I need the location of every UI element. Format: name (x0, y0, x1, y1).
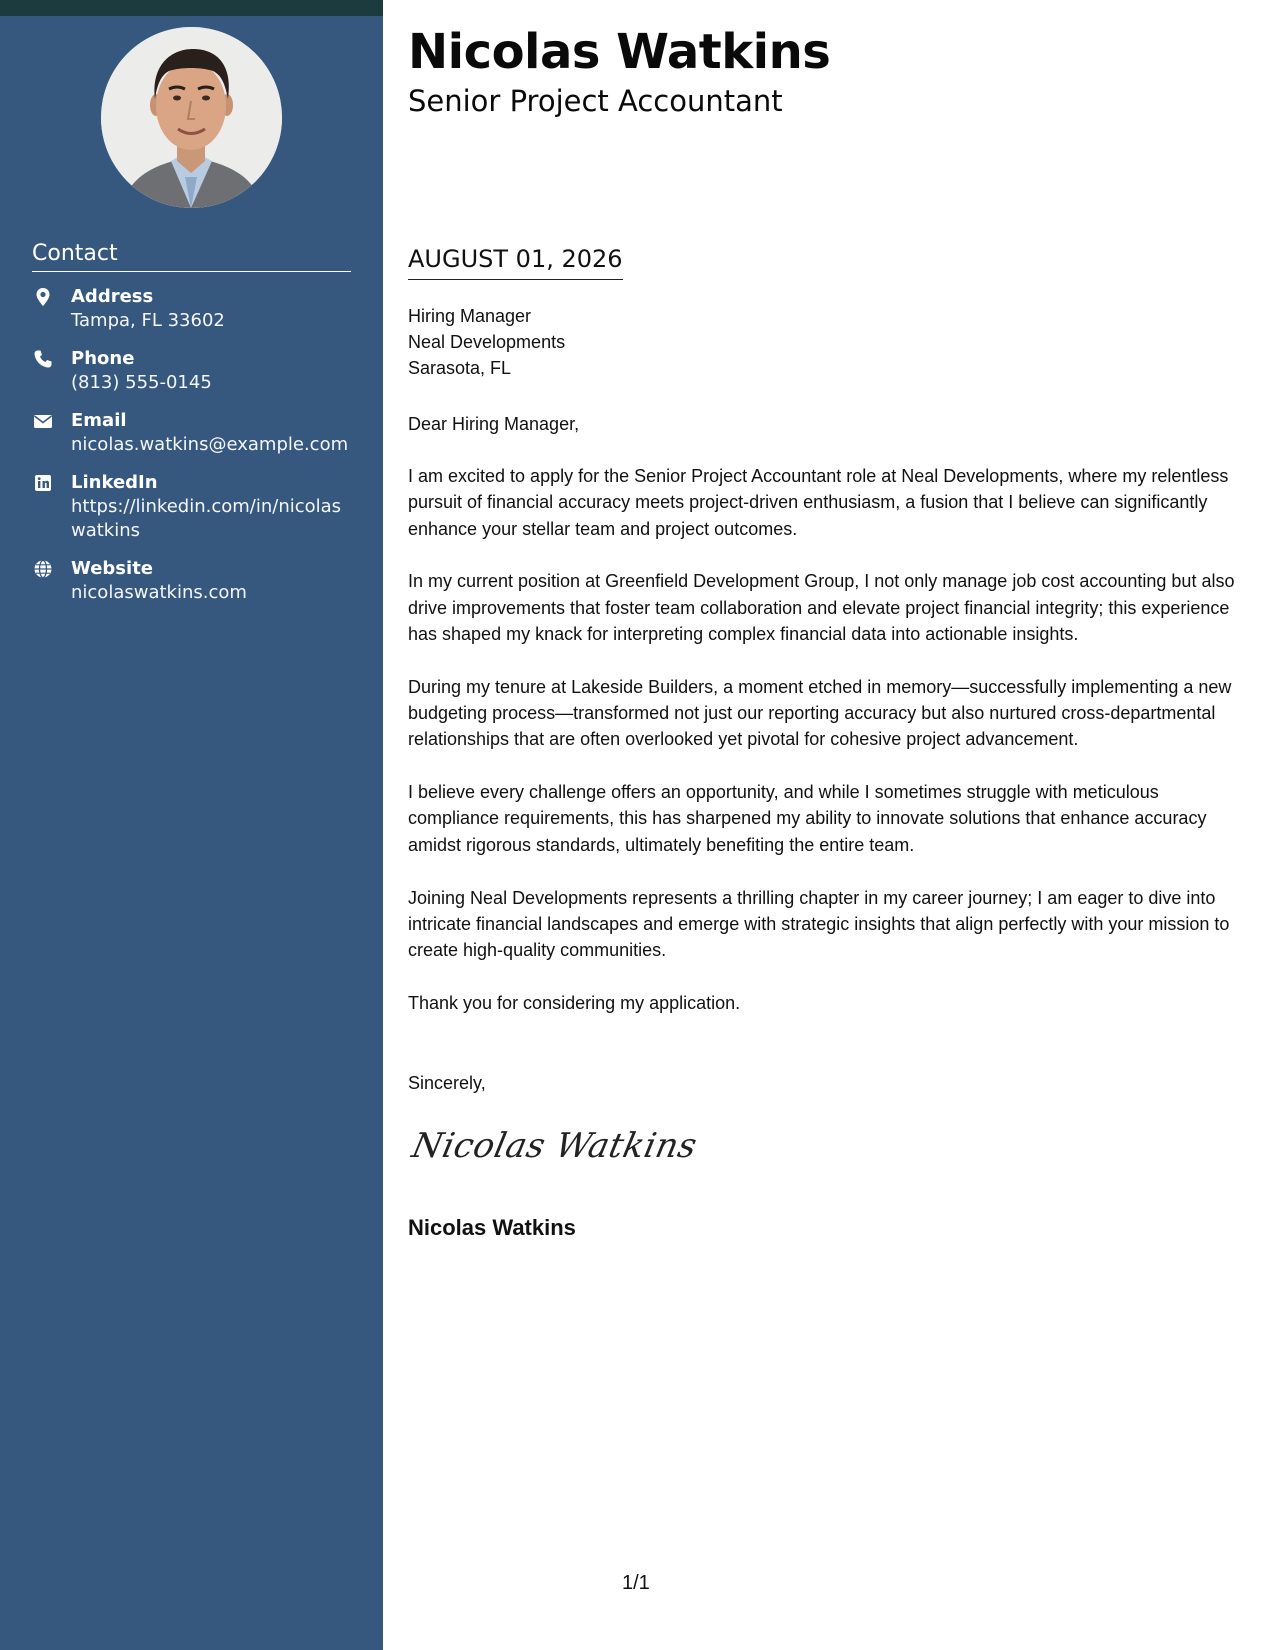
recipient-block (408, 303, 565, 381)
contact-label: Phone (71, 348, 135, 369)
map-pin-icon (33, 287, 53, 307)
job-title: Senior Project Accountant (408, 84, 783, 118)
contact-item-phone (32, 347, 352, 395)
envelope-icon (33, 411, 53, 431)
recipient-line: Sarasota, FL (408, 358, 512, 378)
contact-label: Address (71, 286, 154, 307)
contact-item-email (32, 409, 352, 457)
letter-paragraph: I am excited to apply for the Senior Project Accountant role at Neal Developments, where my relentless pursuit of financial accuracy meets project-driven enthusiasm, a fusion that I believe can significantly enhance your stellar team and project outcomes. (408, 466, 1229, 539)
letter-paragraphs (408, 463, 1253, 1043)
page-number: 1/1 (622, 1572, 650, 1594)
signed-name: Nicolas Watkins (408, 1215, 576, 1240)
letter-date: AUGUST 01, 2026 (408, 243, 623, 280)
avatar (101, 27, 282, 208)
handwritten-signature: Nicolas Watkins (408, 1126, 701, 1166)
contact-label: Website (71, 558, 154, 579)
contact-value-email[interactable]: nicolas.watkins@example.com (71, 434, 349, 455)
letter-paragraph: I believe every challenge offers an opportunity, and while I sometimes struggle with meticulous compliance requirements, this has sharpened my ability to innovate solutions that enhance accuracy amidst rigorous standards, ultimately benefiting the entire team. (408, 782, 1207, 855)
sidebar (0, 0, 383, 1650)
applicant-name: Nicolas Watkins (408, 24, 831, 80)
contact-value-phone: (813) 555-0145 (71, 372, 212, 393)
recipient-line: Hiring Manager (408, 306, 532, 326)
profile-photo (101, 27, 282, 208)
contact-value-address: Tampa, FL 33602 (71, 310, 225, 331)
phone-icon (33, 349, 53, 369)
contact-item-address (32, 285, 352, 333)
globe-icon (33, 559, 53, 579)
contact-item-linkedin (32, 471, 352, 543)
letter-paragraph: Thank you for considering my application. (408, 992, 741, 1013)
contact-value-linkedin[interactable]: https://linkedin.com/in/nicolaswatkins (71, 496, 342, 541)
linkedin-icon (33, 473, 53, 493)
contact-value-website[interactable]: nicolaswatkins.com (71, 582, 247, 603)
sidebar-top-bar (0, 0, 383, 16)
recipient-line: Neal Developments (408, 332, 566, 352)
closing: Sincerely, (408, 1073, 486, 1093)
contact-heading: Contact (32, 240, 351, 272)
contact-item-website (32, 557, 352, 605)
contact-list (32, 285, 352, 619)
greeting: Dear Hiring Manager, (408, 414, 580, 434)
letter-paragraph: During my tenure at Lakeside Builders, a moment etched in memory—successfully implementing a new budgeting process—transformed not just our reporting accuracy but also nurtured cross-departmental relationships that are often overlooked yet pivotal for cohesive project advancement. (408, 676, 1232, 750)
letter-paragraph: In my current position at Greenfield Development Group, I not only manage job cost accounting but also drive improvements that foster team collaboration and elevate project financial integrity; this experience has shaped my knack for interpreting complex financial data into actionable insights. (408, 571, 1235, 644)
contact-label: Email (71, 410, 127, 431)
contact-label: LinkedIn (71, 472, 158, 493)
letter-paragraph: Joining Neal Developments represents a thrilling chapter in my career journey; I am eager to dive into intricate financial landscapes and emerge with strategic insights that align perfectly with your mission to create high-quality communities. (408, 887, 1230, 961)
